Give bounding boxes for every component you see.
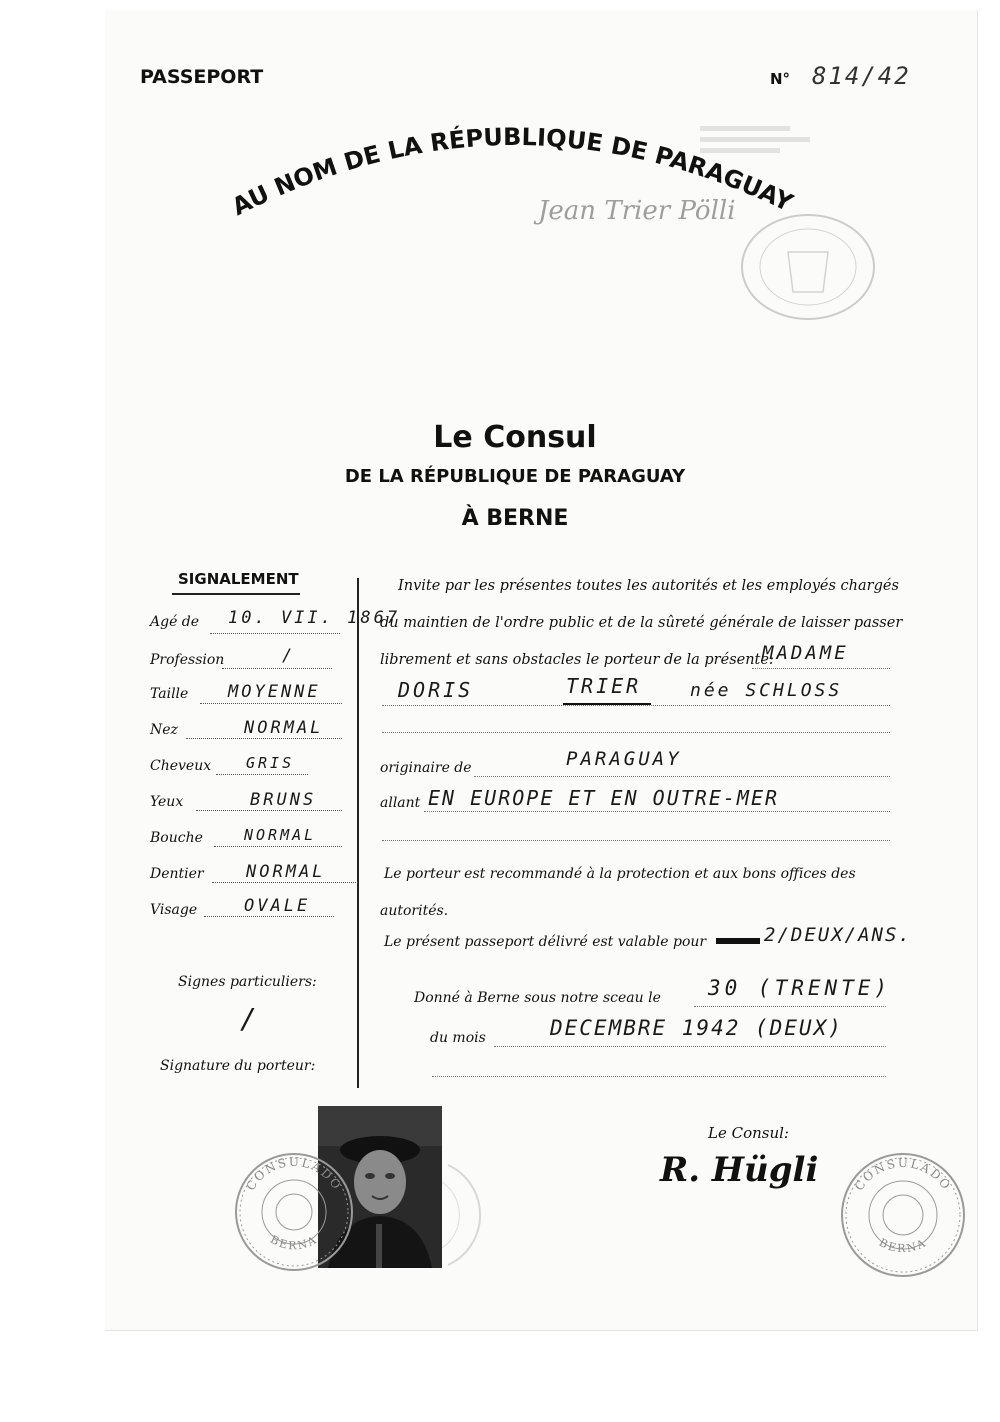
- field-taille-label: Taille: [150, 686, 189, 702]
- donne-value: 30 (TRENTE): [708, 976, 892, 1000]
- consul-republic: DE LA RÉPUBLIQUE DE PARAGUAY: [344, 466, 686, 487]
- field-cheveux-label: Cheveux: [150, 758, 212, 774]
- signes-value: /: [240, 1002, 257, 1035]
- field-taille-value: MOYENNE: [228, 682, 321, 702]
- faint-signature: Jean Trier Pölli: [538, 196, 736, 226]
- mois-label: du mois: [430, 1030, 486, 1046]
- field-nez-value: NORMAL: [244, 718, 324, 738]
- svg-text:CONSULADO: CONSULADO: [851, 1155, 955, 1194]
- consul-signature: R. Hügli: [660, 1150, 819, 1190]
- protection-line-2: autorités.: [380, 903, 449, 919]
- field-visage-label: Visage: [150, 902, 198, 918]
- validity-value: 2/DEUX/ANS.: [764, 924, 912, 946]
- protection-line-1: Le porteur est recommandé à la protection et aux bons offices des: [384, 866, 856, 882]
- faint-stamp-text: [700, 120, 820, 180]
- column-divider: [357, 578, 359, 1088]
- bearer-title: MADAME: [762, 642, 849, 664]
- originaire-label: originaire de: [380, 760, 472, 776]
- field-bouche-label: Bouche: [150, 830, 203, 846]
- bearer-surname: TRIER: [566, 674, 642, 698]
- bearer-maiden-name: née SCHLOSS: [690, 680, 843, 701]
- stamp-fragment-icon: [438, 1160, 518, 1270]
- allant-value: EN EUROPE ET EN OUTRE-MER: [428, 786, 780, 810]
- body-line-3: librement et sans obstacles le porteur de la présente:: [380, 652, 774, 668]
- signes-label: Signes particuliers:: [178, 974, 317, 990]
- validity-label: Le présent passeport délivré est valable pour: [384, 934, 707, 950]
- signature-label: Signature du porteur:: [160, 1058, 316, 1074]
- field-dentier-label: Dentier: [150, 866, 204, 882]
- mois-value: DECEMBRE 1942 (DEUX): [550, 1016, 843, 1040]
- field-age-value: 10. VII. 1867: [228, 608, 401, 628]
- signalement-underline: [172, 593, 300, 595]
- bearer-first-name: DORIS: [398, 678, 474, 702]
- signalement-heading: SIGNALEMENT: [178, 570, 299, 588]
- number-label: N°: [770, 70, 791, 88]
- field-yeux-label: Yeux: [150, 794, 184, 810]
- body-line-2: du maintien de l'ordre public et de la sûreté générale de laisser passer: [380, 615, 903, 631]
- allant-label: allant: [380, 795, 421, 811]
- consul-heading: Le Consul: [433, 420, 597, 455]
- field-nez-label: Nez: [150, 722, 178, 738]
- passport-label: PASSEPORT: [140, 66, 264, 88]
- field-age-label: Agé de: [150, 614, 200, 630]
- svg-text:BERNA: BERNA: [876, 1235, 930, 1256]
- field-cheveux-value: GRIS: [246, 754, 295, 772]
- crossed-out-mark: [716, 938, 760, 944]
- field-profession-value: /: [282, 646, 296, 666]
- svg-text:CONSULADO: CONSULADO: [243, 1154, 345, 1194]
- field-yeux-value: BRUNS: [250, 790, 317, 810]
- originaire-value: PARAGUAY: [566, 748, 682, 770]
- le-consul-label: Le Consul:: [708, 1124, 789, 1142]
- passport-number: 814/42: [812, 62, 911, 90]
- svg-text:BERNA: BERNA: [268, 1232, 320, 1253]
- body-line-1: Invite par les présentes toutes les autorités et les employés chargés: [398, 578, 899, 594]
- arc-title-text: AU NOM DE LA RÉPUBLIQUE DE PARAGUAY: [227, 122, 798, 222]
- field-bouche-value: NORMAL: [244, 826, 317, 844]
- faint-seal-icon: [738, 212, 878, 322]
- field-profession-label: Profession: [150, 652, 225, 668]
- right-consulate-stamp-icon: [838, 1150, 968, 1280]
- field-dentier-value: NORMAL: [246, 862, 326, 882]
- field-visage-value: OVALE: [244, 896, 311, 916]
- consul-city: À BERNE: [461, 506, 569, 531]
- donne-label: Donné à Berne sous notre sceau le: [414, 990, 661, 1006]
- left-consulate-stamp-icon: [232, 1150, 356, 1274]
